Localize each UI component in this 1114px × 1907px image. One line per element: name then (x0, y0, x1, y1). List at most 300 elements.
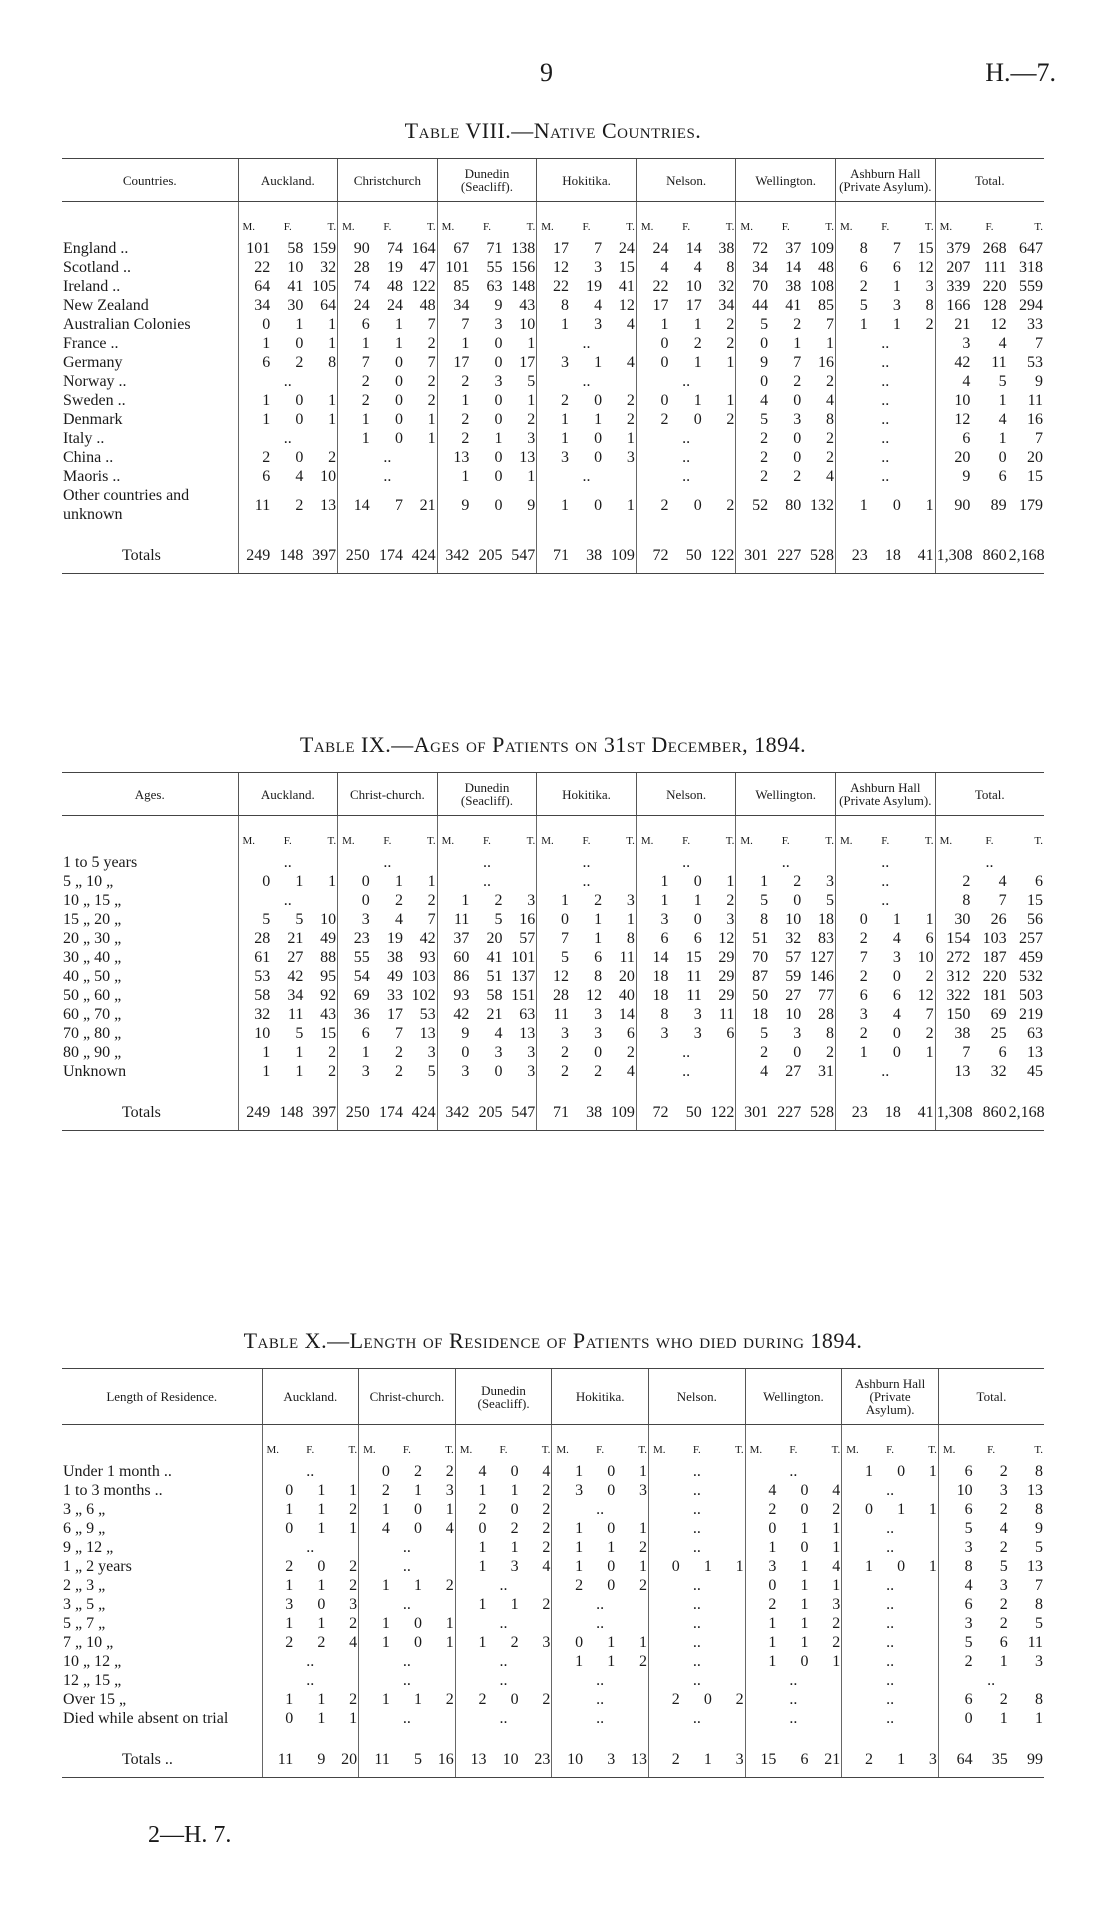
cell-value (338, 448, 371, 467)
cell-value (649, 1671, 681, 1690)
subheader-cell: T. (1034, 1444, 1043, 1456)
cell-value: 2 (649, 1728, 681, 1778)
subheader-cell: T. (526, 835, 536, 847)
cell-value: 11 (287, 1006, 304, 1023)
cell-value (262, 1671, 294, 1690)
cell-value: 6 (693, 930, 702, 947)
subheader-cell: T. (626, 835, 635, 847)
subheader-cell: M. (935, 816, 971, 854)
cell-value: 227 (769, 524, 802, 574)
cell-value: 3 (494, 373, 503, 390)
cell-value: 6 (238, 353, 271, 372)
cell-value: 41 (618, 278, 635, 295)
cell-value: 0 (295, 392, 304, 409)
cell-value (703, 372, 736, 391)
cell-value: 2,168 (1008, 524, 1044, 574)
cell-value: 4 (892, 930, 901, 947)
cell-value (326, 1462, 358, 1481)
cell-value: 22 (636, 277, 669, 296)
table-title-number: Table VIII. (404, 118, 512, 143)
cell-value (649, 1709, 681, 1728)
row-label: 3 „ 5 „ (63, 1596, 106, 1613)
totals-row (62, 1081, 1044, 1131)
subheader-cell: T. (825, 221, 835, 233)
totals-row (62, 524, 1044, 574)
cell-value: 59 (785, 968, 802, 985)
cell-value: 5 (295, 1025, 304, 1042)
cell-value: 3 (713, 1728, 745, 1778)
cell-value (455, 1671, 487, 1690)
cell-value: 1 (836, 486, 869, 524)
cell-value: 0 (594, 1044, 603, 1061)
cell-value: 219 (1019, 1006, 1043, 1023)
cell-value: 272 (935, 948, 971, 967)
cell-value: 647 (1019, 240, 1043, 257)
cell-value: 38 (718, 240, 735, 257)
cell-value (437, 872, 470, 891)
cell-value: .. (881, 449, 890, 466)
cell-value: 10 (785, 911, 802, 928)
cell-value: 1 (726, 392, 735, 409)
cell-value: 9 (1035, 1520, 1043, 1537)
column-header: Ashburn Hall (Private Asylum). (842, 1369, 939, 1425)
cell-value: 41 (785, 297, 802, 314)
row-label: Unknown (63, 1063, 127, 1080)
cell-value: 32 (320, 259, 337, 276)
cell-value: 0 (693, 873, 702, 890)
cell-value: 20 (326, 1728, 358, 1778)
column-header: Christchurch (338, 159, 438, 202)
cell-value: 2 (836, 277, 869, 296)
cell-value: 42 (287, 968, 304, 985)
cell-value: 1 (626, 496, 635, 514)
cell-value: 2 (427, 335, 436, 352)
cell-value: 14 (685, 240, 702, 257)
table-row (62, 1671, 1044, 1690)
cell-value: 1 (527, 335, 536, 352)
cell-value: 2 (349, 1577, 358, 1594)
cell-value: 424 (404, 1081, 437, 1131)
data-table (62, 158, 1044, 574)
row-label: 1 to 5 years (63, 854, 138, 871)
cell-value: 3 (537, 448, 570, 467)
cell-value: 0 (693, 911, 702, 928)
cell-value: 8 (636, 1005, 669, 1024)
row-label: 6 „ 9 „ (63, 1520, 106, 1537)
cell-value: 99 (1009, 1728, 1044, 1778)
cell-value: 5 (736, 315, 769, 334)
column-header-label: Countries. (62, 159, 238, 202)
cell-value: 55 (486, 259, 503, 276)
cell-value: 148 (271, 524, 304, 574)
cell-value: 2 (999, 1596, 1008, 1613)
cell-value: 2 (639, 1539, 648, 1556)
column-header: Nelson. (636, 159, 736, 202)
cell-value: 22 (537, 277, 570, 296)
cell-value: 19 (386, 930, 403, 947)
cell-value: 3 (745, 1557, 777, 1576)
cell-value: 1 (427, 873, 436, 890)
cell-value: 2 (338, 372, 371, 391)
cell-value: 301 (736, 524, 769, 574)
cell-value: 1 (928, 1463, 937, 1480)
cell-value: 1 (726, 354, 735, 371)
cell-value: 12 (935, 410, 971, 429)
cell-value: .. (682, 1044, 691, 1061)
cell-value: 5 (826, 892, 834, 909)
cell-value: 5 (427, 1063, 436, 1080)
subheader-cell: T. (327, 835, 337, 847)
cell-value: .. (881, 873, 890, 890)
cell-value: 4 (445, 1520, 454, 1537)
cell-value: 12 (917, 259, 934, 276)
cell-value: 1 (414, 1577, 423, 1594)
cell-value: 132 (810, 496, 835, 514)
cell-value: 0 (800, 1501, 809, 1518)
cell-value: 2 (542, 1520, 551, 1537)
cell-value: 1 (607, 1653, 616, 1670)
cell-value: 1 (537, 410, 570, 429)
cell-value: 27 (785, 987, 802, 1004)
cell-value: 43 (519, 297, 536, 314)
row-label: 50 „ 60 „ (63, 987, 122, 1004)
cell-value: 1 (328, 316, 337, 333)
cell-value (842, 1614, 874, 1633)
cell-value: 0 (793, 392, 802, 409)
cell-value: 0 (693, 411, 702, 428)
cell-value: 11 (359, 1728, 391, 1778)
cell-value: 2 (832, 1501, 841, 1518)
cell-value: 1 (552, 1652, 584, 1671)
table-row (62, 1043, 1044, 1062)
table-row (62, 967, 1044, 986)
cell-value: 15 (618, 259, 635, 276)
cell-value: 1 (527, 468, 536, 485)
cell-value (745, 1709, 777, 1728)
cell-value: 174 (371, 524, 404, 574)
cell-value: 2 (826, 430, 835, 447)
subheader-cell: M. (842, 1425, 874, 1463)
cell-value: 3 (527, 1044, 536, 1061)
cell-value: 0 (836, 910, 869, 929)
cell-value: 6 (998, 468, 1007, 485)
cell-value (842, 1576, 874, 1595)
cell-value: 122 (703, 1081, 736, 1131)
cell-value (636, 448, 669, 467)
table-row (62, 1614, 1044, 1633)
subheader-cell: T. (825, 835, 834, 847)
table-viii-section (62, 118, 1044, 574)
cell-value: 21 (419, 496, 436, 514)
cell-value: 1 (295, 316, 304, 333)
cell-value (713, 1576, 745, 1595)
row-label: Totals .. (62, 1728, 262, 1778)
cell-value: 12 (618, 297, 635, 314)
cell-value: 1 (455, 1595, 487, 1614)
cell-value: 14 (785, 259, 802, 276)
cell-value: 10 (785, 1006, 802, 1023)
cell-value: 559 (1019, 278, 1043, 295)
column-header: Christ-church. (359, 1369, 456, 1425)
cell-value: 6 (938, 1595, 973, 1614)
cell-value: 181 (982, 987, 1007, 1004)
cell-value: 15 (320, 1025, 337, 1042)
subheader-cell: M. (437, 816, 470, 854)
cell-value: 5 (527, 373, 536, 390)
cell-value: 1 (494, 430, 503, 447)
cell-value: 48 (419, 297, 436, 314)
cell-value: 26 (990, 911, 1007, 928)
cell-value: 3 (527, 430, 536, 447)
row-label: Scotland .. (63, 259, 131, 276)
cell-value (842, 1652, 874, 1671)
cell-value: 7 (826, 316, 835, 333)
cell-value (713, 1462, 745, 1481)
cell-value: 2 (349, 1691, 358, 1708)
cell-value (552, 1690, 584, 1709)
cell-value: 1 (317, 1520, 326, 1537)
cell-value: 27 (287, 949, 304, 966)
table-row (62, 1005, 1044, 1024)
cell-value: 87 (736, 967, 769, 986)
cell-value: 80 (785, 496, 802, 514)
cell-value (552, 1709, 584, 1728)
cell-value: .. (499, 1710, 508, 1727)
cell-value (636, 1043, 669, 1062)
cell-value: .. (283, 373, 292, 390)
cell-value: 1 (925, 1044, 934, 1061)
cell-value: 2 (328, 449, 337, 466)
cell-value: 1,308 (935, 524, 971, 574)
cell-value: 503 (1019, 987, 1043, 1004)
row-label: Totals (62, 1081, 238, 1131)
row-label: China .. (63, 449, 114, 466)
cell-value: 69 (990, 1006, 1007, 1023)
cell-value: .. (306, 1653, 315, 1670)
cell-value: 205 (470, 1081, 503, 1131)
cell-value: 3 (594, 259, 603, 276)
cell-value: 2 (427, 892, 436, 909)
cell-value (537, 853, 570, 872)
cell-value (455, 1709, 487, 1728)
cell-value: 3 (594, 1006, 603, 1023)
subheader-cell: M. (836, 816, 869, 854)
subheader-cell: M. (537, 202, 570, 240)
cell-value (616, 1595, 648, 1614)
cell-value: 2,168 (1008, 1081, 1044, 1131)
cell-value: 111 (983, 259, 1007, 276)
cell-value: 1 (328, 392, 337, 409)
cell-value: 2 (639, 1577, 648, 1594)
cell-value: 2 (537, 1062, 570, 1081)
row-label: France .. (63, 335, 119, 352)
cell-value: 58 (238, 986, 271, 1005)
cell-value: 2 (626, 411, 635, 428)
cell-value (935, 853, 971, 872)
cell-value: 1 (328, 411, 337, 428)
cell-value (1009, 1671, 1044, 1690)
cell-value: 9 (294, 1728, 326, 1778)
cell-value (238, 891, 271, 910)
cell-value (649, 1576, 681, 1595)
cell-value: 24 (338, 296, 371, 315)
cell-value: 12 (537, 967, 570, 986)
cell-value: 52 (736, 486, 769, 524)
cell-value (520, 1709, 552, 1728)
cell-value: 5 (295, 911, 304, 928)
cell-value (552, 1500, 584, 1519)
cell-value: 1 (594, 411, 603, 428)
cell-value: 4 (736, 1062, 769, 1081)
data-table (62, 1368, 1044, 1778)
cell-value: .. (692, 1634, 701, 1651)
cell-value: 10 (287, 259, 304, 276)
cell-value: 2 (542, 1501, 551, 1518)
cell-value: 13 (1027, 1558, 1043, 1575)
cell-value: 1 (594, 354, 603, 371)
cell-value (423, 1595, 455, 1614)
cell-value: 1 (455, 1538, 487, 1557)
subheader-cell: F. (987, 1444, 996, 1456)
cell-value (338, 467, 371, 486)
cell-value (842, 1481, 874, 1500)
cell-value: 342 (437, 524, 470, 574)
cell-value: 148 (511, 278, 536, 295)
cell-value: .. (402, 1710, 411, 1727)
cell-value (906, 1538, 938, 1557)
cell-value (649, 1519, 681, 1538)
cell-value: 4 (832, 1482, 841, 1499)
cell-value: 13 (519, 449, 536, 466)
cell-value: .. (692, 1615, 701, 1632)
cell-value: .. (596, 1691, 605, 1708)
cell-value (537, 372, 570, 391)
cell-value (902, 853, 935, 872)
cell-value: 174 (371, 1081, 404, 1131)
cell-value: 2 (427, 373, 436, 390)
cell-value (938, 1671, 973, 1690)
subheader-cell: F. (383, 221, 392, 233)
cell-value (703, 1043, 736, 1062)
cell-value: .. (582, 335, 591, 352)
cell-value: 2 (999, 1539, 1008, 1556)
cell-value: 3 (999, 1577, 1008, 1594)
cell-value: 8 (836, 239, 869, 258)
cell-value: 3 (552, 1481, 584, 1500)
cell-value: 3 (537, 1024, 570, 1043)
cell-value: 6 (338, 1024, 371, 1043)
cell-value: 3 (636, 910, 669, 929)
cell-value: 24 (618, 240, 635, 257)
cell-value (552, 1614, 584, 1633)
cell-value: 8 (328, 354, 337, 371)
cell-value: 6 (594, 949, 603, 966)
cell-value: 12 (718, 930, 735, 947)
cell-value: 93 (437, 986, 470, 1005)
cell-value: .. (499, 1653, 508, 1670)
cell-value: 93 (419, 949, 436, 966)
cell-value: 24 (636, 239, 669, 258)
cell-value: 2 (262, 1557, 294, 1576)
cell-value: 860 (971, 1081, 1007, 1131)
cell-value: 4 (594, 297, 603, 314)
column-header: Dunedin (Seacliff). (437, 159, 537, 202)
cell-value: 3 (1035, 1653, 1043, 1670)
subheader-cell: M. (338, 202, 371, 240)
cell-value: 1 (832, 1520, 841, 1537)
subheader-cell: F. (985, 221, 994, 233)
cell-value: 0 (537, 910, 570, 929)
cell-value: 1 (238, 1043, 271, 1062)
cell-value (455, 1652, 487, 1671)
row-label: Ireland .. (63, 278, 121, 295)
cell-value: 0 (607, 1520, 616, 1537)
cell-value (359, 1557, 391, 1576)
cell-value: 3 (906, 1728, 938, 1778)
cell-value: 1 (800, 1615, 809, 1632)
subheader-blank (62, 1425, 262, 1463)
table-row (62, 391, 1044, 410)
cell-value: 1 (636, 315, 669, 334)
cell-value: .. (383, 468, 392, 485)
cell-value (649, 1652, 681, 1671)
cell-value (304, 891, 337, 910)
row-label: Denmark (63, 411, 123, 428)
cell-value: 32 (990, 1063, 1007, 1080)
cell-value: 3 (510, 1558, 519, 1575)
row-label: Australian Colonies (63, 316, 191, 333)
cell-value: 6 (836, 258, 869, 277)
cell-value: 2 (745, 1500, 777, 1519)
cell-value: 2 (726, 411, 735, 428)
subheader-cell: F. (692, 1444, 701, 1456)
column-header: Ashburn Hall (Private Asylum). (836, 773, 936, 816)
cell-value: 2 (745, 1595, 777, 1614)
cell-value: 3 (594, 316, 603, 333)
cell-value: 7 (892, 240, 901, 257)
cell-value: .. (692, 1520, 701, 1537)
subheader-cell: F. (283, 221, 292, 233)
cell-value: 1 (836, 1043, 869, 1062)
cell-value: 0 (455, 1519, 487, 1538)
table-row (62, 1519, 1044, 1538)
cell-value: 1 (238, 1062, 271, 1081)
cell-value: 397 (304, 524, 337, 574)
cell-value: 5 (537, 948, 570, 967)
cell-value (404, 853, 437, 872)
cell-value: .. (985, 854, 994, 871)
cell-value: 4 (626, 354, 635, 371)
cell-value: 41 (902, 524, 935, 574)
cell-value: 2 (832, 1634, 841, 1651)
cell-value: 9 (494, 297, 503, 314)
cell-value: 1 (800, 1634, 809, 1651)
cell-value: 0 (649, 1557, 681, 1576)
cell-value: 1 (317, 1691, 326, 1708)
subheader-cell: M. (836, 202, 869, 240)
data-table (62, 772, 1044, 1131)
subheader-cell: T. (734, 1444, 744, 1456)
cell-value: 1 (925, 911, 934, 928)
cell-value: 4 (832, 1558, 841, 1575)
cell-value: 23 (338, 929, 371, 948)
cell-value: 154 (935, 929, 971, 948)
sex-subheader-row (62, 816, 1044, 854)
subheader-cell: F. (482, 221, 491, 233)
row-label: 1 „ 2 years (63, 1558, 132, 1575)
page-number: 9 (540, 58, 553, 87)
cell-value: 2 (793, 873, 802, 890)
